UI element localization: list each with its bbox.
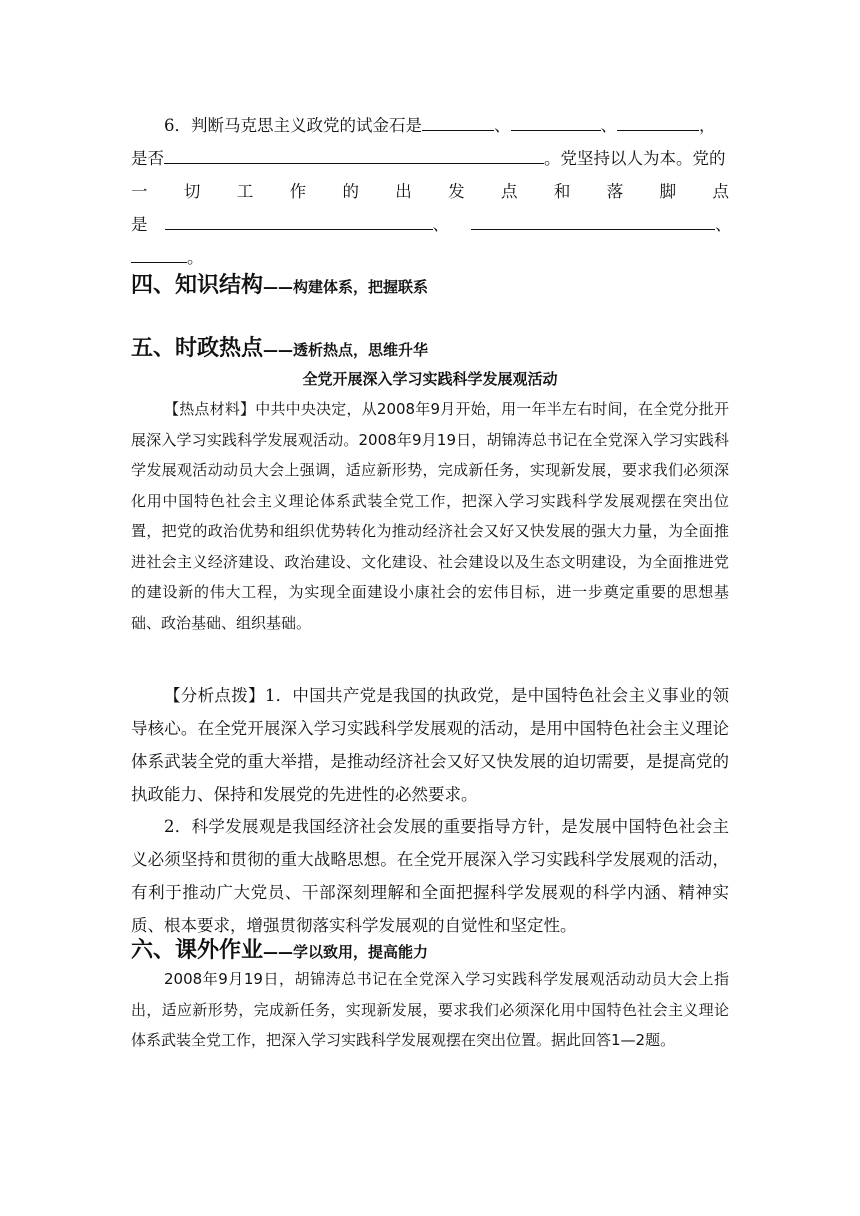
q6-blank-6[interactable] xyxy=(471,211,715,230)
section-4-heading xyxy=(131,268,428,299)
q6-char: 点 xyxy=(501,182,518,201)
q6-text: 。党坚持以人为本。党的 xyxy=(544,149,726,168)
section-6-heading xyxy=(131,933,428,964)
q6-char: 点 xyxy=(712,182,729,201)
q6-comma: ， xyxy=(699,116,716,135)
analysis-paragraph-2: 2．科学发展观是我国经济社会发展的重要指导方针，是发展中国特色社会主义必须坚持和贯彻的重大战略思想。在全党开展深入学习实践科学发展观的活动，有利于推动广大党员、干部深刻理解和全面把握科学发展观的科学内涵、精神实质、根本要求，增强贯彻落实科学发展观的自觉性和坚定性。 xyxy=(131,817,729,935)
section-subtitle: ——学以致用，提高能力 xyxy=(263,943,429,961)
homework-paragraph: 2008年9月19日，胡锦涛总书记在全党深入学习实践科学发展观活动动员大会上指出，适应新形势，完成新任务，实现新发展，要求我们必须深化用中国特色社会主义理论体系武装全党工作，把深入学习实践科学发展观摆在突出位置。据此回答1—2题。 xyxy=(131,970,729,1049)
q6-text: 是 xyxy=(131,215,148,234)
q6-char: 落 xyxy=(606,182,624,201)
section-5-heading xyxy=(131,331,428,362)
q6-char: 作 xyxy=(289,182,307,201)
q6-sep: 、 xyxy=(494,116,511,135)
q6-blank-5[interactable] xyxy=(165,211,433,230)
section-title: 五、时政热点 xyxy=(131,336,264,361)
q6-char: 切 xyxy=(183,182,201,201)
section-subtitle: ——构建体系，把握联系 xyxy=(263,278,429,296)
q6-line-2 xyxy=(131,142,729,175)
q6-line-1 xyxy=(131,109,729,142)
q6-char: 一 xyxy=(131,182,148,201)
q6-text: 是否 xyxy=(131,149,164,168)
q6-prompt: 6．判断马克思主义政党的试金石是 xyxy=(164,116,422,135)
q6-char: 脚 xyxy=(659,182,677,201)
q6-char: 出 xyxy=(395,182,412,201)
q6-sep: 、 xyxy=(600,116,617,135)
topic-title: 全党开展深入学习实践科学发展观活动 xyxy=(302,370,558,388)
q6-text: 。 xyxy=(187,248,204,267)
q6-blank-3[interactable] xyxy=(617,112,699,131)
q6-char: 和 xyxy=(553,182,571,201)
analysis-paragraph-1: 【分析点拨】1．中国共产党是我国的执政党，是中国特色社会主义事业的领导核心。在全党开展深入学习实践科学发展观的活动，是用中国特色社会主义理论体系武装全党的重大举措，是推动经济社会又好又快发展的迫切需要，是提高党的执政能力、保持和发展党的先进性的必然要求。 xyxy=(131,686,729,804)
q6-char: 工 xyxy=(236,182,254,201)
q6-sep: 、 xyxy=(432,215,449,234)
section-title: 六、课外作业 xyxy=(131,938,264,963)
q6-line-4 xyxy=(131,208,732,241)
section-title: 四、知识结构 xyxy=(131,273,264,298)
section-subtitle: ——透析热点，思维升华 xyxy=(263,341,429,359)
question-6 xyxy=(131,109,732,274)
q6-char: 发 xyxy=(448,182,465,201)
hot-material-paragraph: 【热点材料】中共中央决定，从2008年9月开始，用一年半左右时间，在全党分批开展深入学习实践科学发展观活动。2008年9月19日，胡锦涛总书记在全党深入学习实践科学发展观活动动员大会上强调，适应新形势，完成新任务，实现新发展，要求我们必须深化用中国特色社会主义理论体系武装全党工作，把深入学习实践科学发展观摆在突出位置，把党的政治优势和组织优势转化为推动经济社会又好又快发展的强大力量，为全面推进社会主义经济建设、政治建设、文化建设、社会建设以及生态文明建设，为全面推进党的建设新的伟大工程，为实现全面建设小康社会的宏伟目标，进一步奠定重要的思想基础、政治基础、组织基础。 xyxy=(131,400,729,632)
q6-sep: 、 xyxy=(715,215,732,234)
q6-blank-2[interactable] xyxy=(511,112,601,131)
q6-blank-7[interactable] xyxy=(131,244,187,263)
q6-line-3 xyxy=(131,175,729,208)
q6-char: 的 xyxy=(342,182,359,201)
q6-blank-1[interactable] xyxy=(422,112,494,131)
q6-blank-4[interactable] xyxy=(164,145,544,164)
